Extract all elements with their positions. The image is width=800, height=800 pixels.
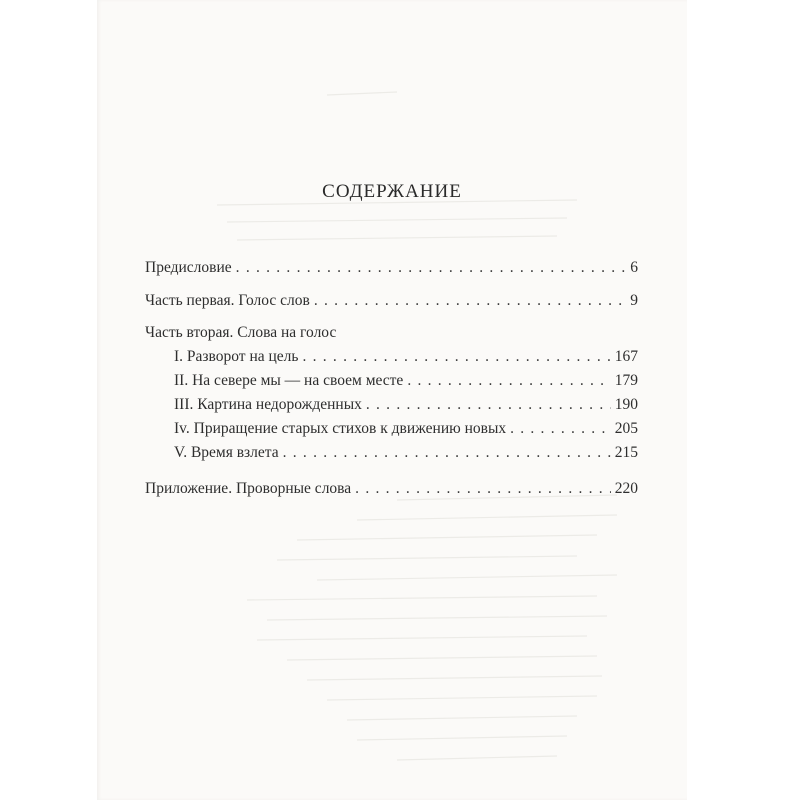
- toc-entry-label: Часть первая. Голос слов: [145, 292, 310, 309]
- dot-leader: [236, 259, 627, 277]
- dot-leader: [407, 372, 610, 390]
- toc-entry-page: 205: [614, 420, 638, 437]
- dot-leader: [355, 480, 611, 498]
- toc-entry-label: I. Разворот на цель: [174, 348, 299, 365]
- dot-leader: [302, 348, 610, 366]
- toc-entry-page: 6: [630, 259, 638, 276]
- toc-entry-label: Iv. Приращение старых стихов к движению новых: [174, 420, 507, 437]
- dot-leader: [314, 292, 626, 310]
- toc-entry: [145, 348, 638, 370]
- toc-entry-page: 215: [614, 444, 638, 461]
- toc-entry: [145, 372, 638, 394]
- toc-entry-page: 220: [614, 480, 638, 497]
- toc-entry-label: Часть вторая. Слова на голос: [145, 324, 337, 341]
- dot-leader: [283, 444, 611, 462]
- toc-entry: [145, 480, 638, 502]
- toc-title: СОДЕРЖАНИЕ: [322, 181, 462, 202]
- toc-entry: [145, 396, 638, 418]
- dot-leader: [366, 396, 611, 414]
- toc-entry: [145, 420, 638, 442]
- toc-entry-page: 190: [614, 396, 638, 413]
- toc-section-heading: [145, 324, 638, 346]
- toc-entry-page: 179: [614, 372, 638, 389]
- book-page: [97, 0, 687, 800]
- toc-entry-label: III. Картина недорожденных: [174, 396, 362, 413]
- toc-entry-page: 9: [630, 292, 638, 309]
- toc-entry-label: V. Время взлета: [174, 444, 279, 461]
- toc-entry: [145, 444, 638, 466]
- dot-leader: [510, 420, 611, 438]
- toc-entry: [145, 292, 638, 314]
- toc-entry-label: Предисловие: [145, 259, 232, 276]
- toc-entry-label: II. На севере мы — на своем месте: [174, 372, 404, 389]
- toc-entry-page: 167: [614, 348, 638, 365]
- toc-entry: [145, 259, 638, 281]
- toc-entry-label: Приложение. Проворные слова: [145, 480, 352, 497]
